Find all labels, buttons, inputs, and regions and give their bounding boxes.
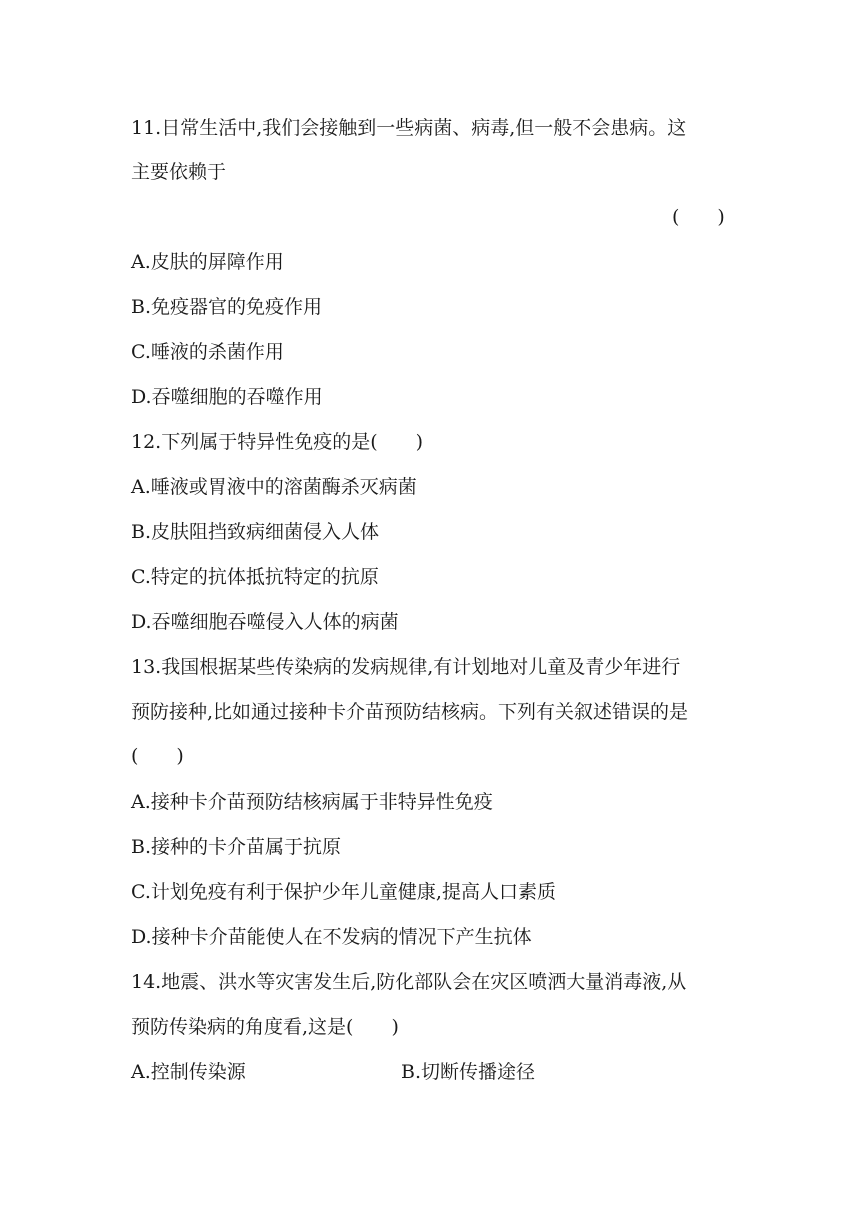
q13-option-a: A.接种卡介苗预防结核病属于非特异性免疫 bbox=[131, 791, 493, 813]
q13-option-b: B.接种的卡介苗属于抗原 bbox=[131, 836, 342, 858]
q12-option-b: B.皮肤阻挡致病细菌侵入人体 bbox=[131, 521, 380, 543]
q13-stem-line3: ( ) bbox=[131, 745, 184, 767]
q12-option-c: C.特定的抗体抵抗特定的抗原 bbox=[131, 566, 379, 588]
q11-stem-line2: 主要依赖于 bbox=[131, 161, 227, 183]
q14-stem-line2: 预防传染病的角度看,这是( ) bbox=[131, 1016, 399, 1038]
q11-option-c: C.唾液的杀菌作用 bbox=[131, 341, 284, 363]
q11-option-a: A.皮肤的屏障作用 bbox=[131, 251, 284, 273]
q12-option-d: D.吞噬细胞吞噬侵入人体的病菌 bbox=[131, 611, 399, 633]
q11-stem-line1: 11.日常生活中,我们会接触到一些病菌、病毒,但一般不会患病。这 bbox=[131, 117, 687, 139]
q13-option-d: D.接种卡介苗能使人在不发病的情况下产生抗体 bbox=[131, 926, 532, 948]
q14-option-b: B.切断传播途径 bbox=[401, 1061, 536, 1083]
q11-option-d: D.吞噬细胞的吞噬作用 bbox=[131, 386, 323, 408]
q13-stem-line2: 预防接种,比如通过接种卡介苗预防结核病。下列有关叙述错误的是 bbox=[131, 701, 689, 723]
q12-option-a: A.唾液或胃液中的溶菌酶杀灭病菌 bbox=[131, 476, 417, 498]
q14-option-a: A.控制传染源 bbox=[131, 1061, 246, 1083]
q14-stem-line1: 14.地震、洪水等灾害发生后,防化部队会在灾区喷洒大量消毒液,从 bbox=[131, 971, 687, 993]
q12-stem-line1: 12.下列属于特异性免疫的是( ) bbox=[131, 431, 424, 453]
q11-option-b: B.免疫器官的免疫作用 bbox=[131, 296, 323, 318]
q11-answer-paren: ( ) bbox=[672, 206, 725, 228]
q13-stem-line1: 13.我国根据某些传染病的发病规律,有计划地对儿童及青少年进行 bbox=[131, 656, 681, 678]
q13-option-c: C.计划免疫有利于保护少年儿童健康,提高人口素质 bbox=[131, 881, 556, 903]
